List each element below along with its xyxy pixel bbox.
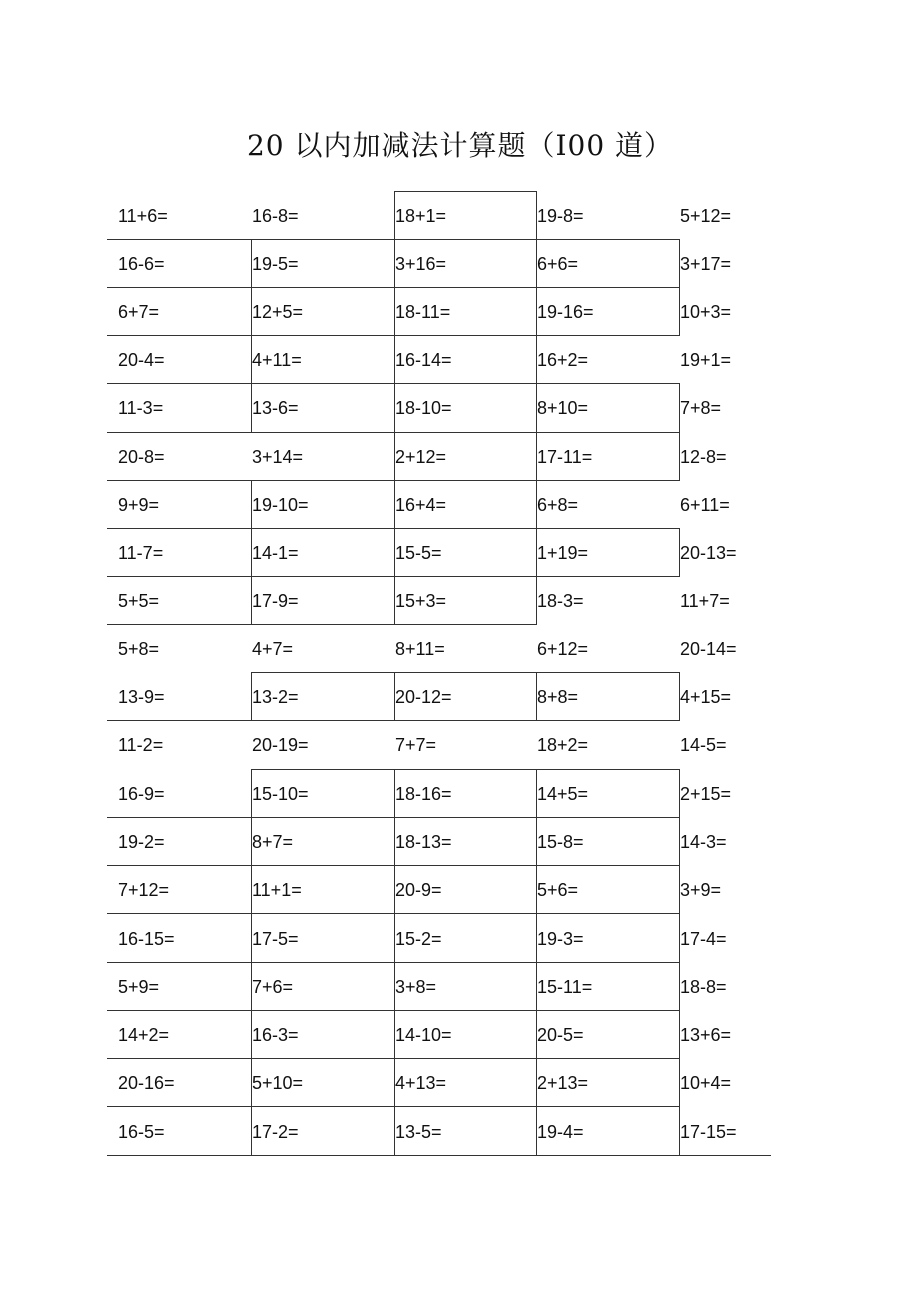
- problem-r3-c5: 10+3=: [680, 302, 732, 322]
- problem-r2-c3: 3+16=: [395, 254, 447, 274]
- problem-r8-c3: 15-5=: [395, 543, 442, 563]
- problem-r3-c2: 12+5=: [252, 302, 304, 322]
- problem-r7-c1: 9+9=: [118, 495, 160, 515]
- problem-r11-c4: 8+8=: [537, 687, 579, 707]
- problem-r3-c4: 19-16=: [537, 302, 594, 322]
- problem-r1-c2: 16-8=: [252, 206, 299, 226]
- grid-line: [536, 769, 537, 1155]
- problem-r18-c3: 14-10=: [395, 1025, 452, 1045]
- problem-r6-c4: 17-11=: [537, 447, 593, 467]
- problem-r17-c3: 3+8=: [395, 977, 437, 997]
- problem-r13-c4: 14+5=: [537, 784, 589, 804]
- problem-r3-c3: 18-11=: [395, 302, 451, 322]
- problem-r11-c5: 4+15=: [680, 687, 732, 707]
- problem-r14-c4: 15-8=: [537, 832, 584, 852]
- problem-r13-c3: 18-16=: [395, 784, 452, 804]
- problem-r19-c5: 10+4=: [680, 1073, 732, 1093]
- problem-r11-c1: 13-9=: [118, 687, 165, 707]
- problem-r5-c1: 11-3=: [118, 398, 164, 418]
- problem-r2-c1: 16-6=: [118, 254, 165, 274]
- problem-r17-c5: 18-8=: [680, 977, 727, 997]
- problem-r7-c5: 6+11=: [680, 495, 730, 515]
- problem-r6-c5: 12-8=: [680, 447, 727, 467]
- problem-r15-c2: 11+1=: [252, 880, 302, 900]
- problem-r9-c1: 5+5=: [118, 591, 160, 611]
- grid-line: [107, 720, 680, 721]
- problem-r4-c5: 19+1=: [680, 350, 732, 370]
- problem-r4-c1: 20-4=: [118, 350, 165, 370]
- problem-r20-c4: 19-4=: [537, 1122, 584, 1142]
- problem-r12-c4: 18+2=: [537, 735, 589, 755]
- problem-r6-c3: 2+12=: [395, 447, 447, 467]
- problem-r14-c5: 14-3=: [680, 832, 727, 852]
- problem-r5-c3: 18-10=: [395, 398, 452, 418]
- problem-r7-c3: 16+4=: [395, 495, 447, 515]
- problem-r6-c2: 3+14=: [252, 447, 304, 467]
- problem-r4-c4: 16+2=: [537, 350, 589, 370]
- problem-r7-c4: 6+8=: [537, 495, 579, 515]
- problem-r16-c5: 17-4=: [680, 929, 727, 949]
- problem-r15-c4: 5+6=: [537, 880, 579, 900]
- problem-r19-c3: 4+13=: [395, 1073, 447, 1093]
- problem-r9-c5: 11+7=: [680, 591, 730, 611]
- problem-r19-c4: 2+13=: [537, 1073, 589, 1093]
- grid-line: [251, 672, 680, 673]
- problem-r13-c1: 16-9=: [118, 784, 165, 804]
- problem-r5-c4: 8+10=: [537, 398, 589, 418]
- problem-r1-c3: 18+1=: [395, 206, 447, 226]
- problem-r1-c5: 5+12=: [680, 206, 732, 226]
- problem-r10-c5: 20-14=: [680, 639, 737, 659]
- grid-line: [251, 769, 252, 1155]
- problem-r10-c3: 8+11=: [395, 639, 445, 659]
- problem-r4-c2: 4+11=: [252, 350, 302, 370]
- problem-r9-c2: 17-9=: [252, 591, 299, 611]
- problem-r19-c1: 20-16=: [118, 1073, 175, 1093]
- grid-line: [107, 624, 537, 625]
- problem-r4-c3: 16-14=: [395, 350, 452, 370]
- problem-r1-c1: 11+6=: [118, 206, 168, 226]
- problem-r14-c2: 8+7=: [252, 832, 294, 852]
- problem-r2-c4: 6+6=: [537, 254, 579, 274]
- problem-r20-c1: 16-5=: [118, 1122, 165, 1142]
- problem-r2-c5: 3+17=: [680, 254, 732, 274]
- grid-line: [394, 769, 395, 1155]
- problem-r15-c1: 7+12=: [118, 880, 170, 900]
- problem-r13-c5: 2+15=: [680, 784, 732, 804]
- problem-r18-c4: 20-5=: [537, 1025, 584, 1045]
- problem-r16-c1: 16-15=: [118, 929, 175, 949]
- problem-r17-c4: 15-11=: [537, 977, 593, 997]
- problem-r9-c3: 15+3=: [395, 591, 447, 611]
- problem-r11-c2: 13-2=: [252, 687, 299, 707]
- problem-r19-c2: 5+10=: [252, 1073, 304, 1093]
- grid-line: [394, 191, 537, 192]
- problem-r2-c2: 19-5=: [252, 254, 299, 274]
- problem-r5-c5: 7+8=: [680, 398, 722, 418]
- problem-r18-c1: 14+2=: [118, 1025, 170, 1045]
- problem-r12-c1: 11-2=: [118, 735, 164, 755]
- problem-r12-c3: 7+7=: [395, 735, 437, 755]
- problem-r14-c3: 18-13=: [395, 832, 452, 852]
- problem-r6-c1: 20-8=: [118, 447, 165, 467]
- problem-r3-c1: 6+7=: [118, 302, 160, 322]
- problem-r10-c2: 4+7=: [252, 639, 294, 659]
- problem-r16-c4: 19-3=: [537, 929, 584, 949]
- grid-line: [107, 1155, 771, 1156]
- problem-r16-c3: 15-2=: [395, 929, 442, 949]
- problem-r5-c2: 13-6=: [252, 398, 299, 418]
- problem-r15-c3: 20-9=: [395, 880, 442, 900]
- problem-r20-c2: 17-2=: [252, 1122, 299, 1142]
- problem-r17-c2: 7+6=: [252, 977, 294, 997]
- problem-r16-c2: 17-5=: [252, 929, 299, 949]
- problem-r8-c4: 1+19=: [537, 543, 589, 563]
- grid-line: [679, 769, 680, 1155]
- problem-r12-c5: 14-5=: [680, 735, 727, 755]
- problem-r10-c1: 5+8=: [118, 639, 160, 659]
- problem-r13-c2: 15-10=: [252, 784, 309, 804]
- problem-r18-c5: 13+6=: [680, 1025, 732, 1045]
- problem-r18-c2: 16-3=: [252, 1025, 299, 1045]
- problem-r8-c5: 20-13=: [680, 543, 737, 563]
- problem-r20-c5: 17-15=: [680, 1122, 737, 1142]
- problem-r7-c2: 19-10=: [252, 495, 309, 515]
- grid-line: [251, 769, 680, 770]
- problem-r9-c4: 18-3=: [537, 591, 584, 611]
- page-title: 20 以内加减法计算题（I00 道）: [246, 129, 674, 162]
- problem-r10-c4: 6+12=: [537, 639, 589, 659]
- problem-r20-c3: 13-5=: [395, 1122, 442, 1142]
- problem-r15-c5: 3+9=: [680, 880, 722, 900]
- problem-r14-c1: 19-2=: [118, 832, 165, 852]
- problem-r1-c4: 19-8=: [537, 206, 584, 226]
- problem-r8-c1: 11-7=: [118, 543, 164, 563]
- problem-r8-c2: 14-1=: [252, 543, 299, 563]
- problem-r12-c2: 20-19=: [252, 735, 309, 755]
- problem-r17-c1: 5+9=: [118, 977, 160, 997]
- problem-r11-c3: 20-12=: [395, 687, 452, 707]
